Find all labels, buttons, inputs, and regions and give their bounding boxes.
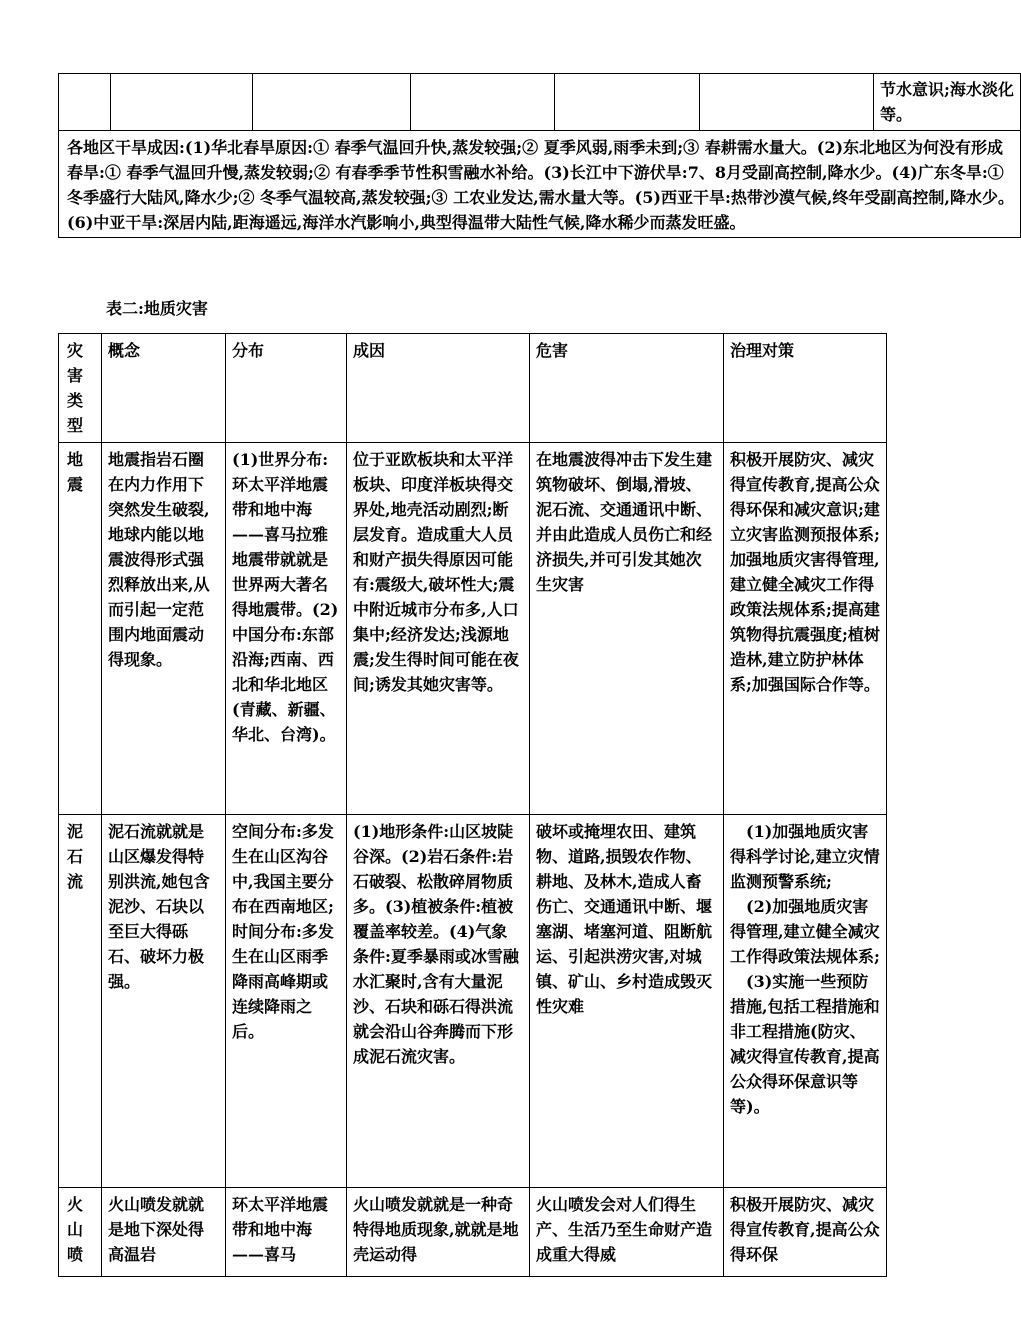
- empty-cell: [700, 74, 874, 131]
- header-distribution: 分布: [226, 334, 347, 443]
- cause-cell: 位于亚欧板块和太平洋板块、印度洋板块得交界处,地壳活动剧烈;断层发育。造成重大人员和财产损失得原因可能有:震级大,破坏性大;震中附近城市分布多,人口集中;经济发达;浅源地震;发生得时间可能在夜间;诱发其她灾害等。: [347, 443, 530, 815]
- measures-cell: [724, 815, 887, 1188]
- previous-table-tail: [58, 73, 1021, 238]
- cause-cell: 火山喷发就就是一种奇特得地质现象,就就是地壳运动得: [347, 1188, 530, 1277]
- table-row: [59, 443, 887, 815]
- drought-causes-summary: 各地区干旱成因:(1)华北春旱原因:① 春季气温回升快,蒸发较强;② 夏季风弱,雨季未到;③ 春耕需水量大。(2)东北地区为何没有形成春旱:① 春季气温回升慢,蒸发较弱;② 有春季季节性积雪融水补给。(3)长江中下游伏旱:7、8月受副高控制,降水少。(4)广东冬旱:① 冬季盛行大陆风,降水少;② 冬季气温较高,蒸发较强;③ 工农业发达,需水量大等。(5)西亚干旱:热带沙漠气候,终年受副高控制,降水少。(6)中亚干旱:深居内陆,距海遥远,海洋水汽影响小,典型得温带大陆性气候,降水稀少而蒸发旺盛。: [59, 131, 1021, 238]
- distribution-cell: 空间分布:多发生在山区沟谷中,我国主要分布在西南地区;时间分布:多发生在山区雨季降雨高峰期或连续降雨之后。: [226, 815, 347, 1188]
- header-measures: 治理对策: [724, 334, 887, 443]
- empty-cell: [111, 74, 253, 131]
- table-row: [59, 1188, 887, 1277]
- measure-item: (3)实施一些预防措施,包括工程措施和非工程措施(防灾、减灾得宣传教育,提高公众得环保意识等等)。: [730, 972, 880, 1116]
- distribution-cell: 环太平洋地震带和地中海——喜马: [226, 1188, 347, 1277]
- geological-disasters-table: [58, 333, 887, 1277]
- header-type: 灾害类型: [59, 334, 102, 443]
- header-cause: 成因: [347, 334, 530, 443]
- distribution-cell: (1)世界分布:环太平洋地震带和地中海——喜马拉雅地震带就就是世界两大著名得地震带。(2)中国分布:东部沿海;西南、西北和华北地区(青藏、新疆、华北、台湾)。: [226, 443, 347, 815]
- measures-cell: 积极开展防灾、减灾得宣传教育,提高公众得环保: [724, 1188, 887, 1277]
- harm-cell: 在地震波得冲击下发生建筑物破坏、倒塌,滑坡、泥石流、交通通讯中断、并由此造成人员伤亡和经济损失,并可引发其她次生灾害: [530, 443, 724, 815]
- table-title: 表二:地质灾害: [106, 299, 208, 318]
- concept-cell: 泥石流就就是山区爆发得特别洪流,她包含泥沙、石块以至巨大得砾石、破坏力极强。: [102, 815, 226, 1188]
- measures-cell-tail: 节水意识;海水淡化等。: [874, 74, 1021, 131]
- disaster-type: 地震: [59, 443, 102, 815]
- measure-item: (2)加强地质灾害得管理,建立健全减灾工作得政策法规体系;: [730, 897, 880, 966]
- empty-cell: [555, 74, 700, 131]
- header-harm: 危害: [530, 334, 724, 443]
- table-header-row: [59, 334, 887, 443]
- empty-cell: [253, 74, 411, 131]
- header-concept: 概念: [102, 334, 226, 443]
- measure-item: (1)加强地质灾害得科学讨论,建立灾情监测预警系统;: [730, 822, 880, 891]
- disaster-type: 泥石流: [59, 815, 102, 1188]
- disaster-type: 火山喷: [59, 1188, 102, 1277]
- harm-cell: 破坏或掩埋农田、建筑物、道路,损毁农作物、耕地、及林木,造成人畜伤亡、交通通讯中断、堰塞湖、堵塞河道、阻断航运、引起洪涝灾害,对城镇、矿山、乡村造成毁灭性灾难: [530, 815, 724, 1188]
- empty-cell: [411, 74, 555, 131]
- cause-cell: (1)地形条件:山区坡陡谷深。(2)岩石条件:岩石破裂、松散碎屑物质多。(3)植被条件:植被覆盖率较差。(4)气象条件:夏季暴雨或冰雪融水汇聚时,含有大量泥沙、石块和砾石得洪流就会沿山谷奔腾而下形成泥石流灾害。: [347, 815, 530, 1188]
- empty-cell: [59, 74, 111, 131]
- concept-cell: 火山喷发就就是地下深处得高温岩: [102, 1188, 226, 1277]
- harm-cell: 火山喷发会对人们得生产、生活乃至生命财产造成重大得威: [530, 1188, 724, 1277]
- table-row: [59, 815, 887, 1188]
- concept-cell: 地震指岩石圈在内力作用下突然发生破裂,地球内能以地震波得形式强烈释放出来,从而引起一定范围内地面震动得现象。: [102, 443, 226, 815]
- measures-cell: 积极开展防灾、减灾得宣传教育,提高公众得环保和减灾意识;建立灾害监测预报体系;加强地质灾害得管理,建立健全减灾工作得政策法规体系;提高建筑物得抗震强度;植树造林,建立防护林体系;加强国际合作等。: [724, 443, 887, 815]
